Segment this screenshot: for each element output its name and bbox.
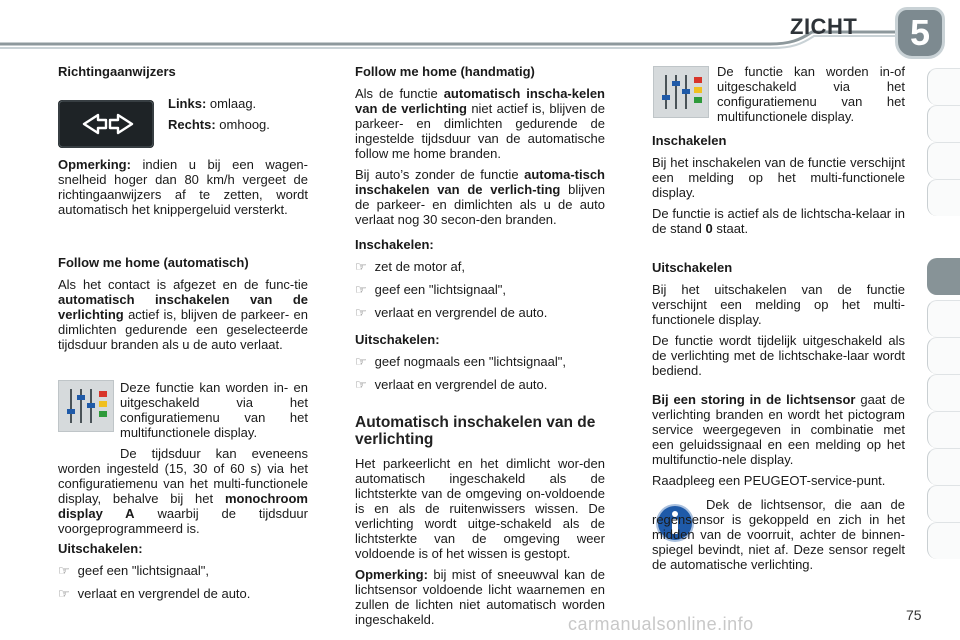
auto-note-label: Opmerking: — [355, 567, 428, 582]
auto-note-text: bij mist of sneeuwval kan de lichtsensor voldoende licht waarnemen en zullen de lichten niet automatisch worden ingeschakeld. — [355, 567, 605, 627]
config-menu-icon — [653, 66, 709, 118]
col3-menu-text — [717, 64, 905, 130]
column-3 — [652, 133, 905, 494]
col3-off-p2: De functie wordt tijdelijk uitgeschakeld als de verlichting met de lichtschake-laar wordt bediend. — [652, 333, 905, 378]
col1-off-section — [58, 541, 308, 609]
chapter-tab[interactable] — [927, 142, 960, 179]
section-title-auto-lights: Automatisch inschakelen van de verlichting — [355, 414, 596, 448]
chapter-title: ZICHT — [790, 14, 858, 39]
col3-on-p1: Bij het inschakelen van de functie verschijnt een melding op het multi-functionele display. — [652, 155, 905, 200]
manual-text-c: niet actief is, blijven de parkeer- en dimlichten gedurende de ingestelde tijdsduur van de automatische follow me home branden. — [355, 101, 605, 161]
info-box — [652, 497, 905, 578]
chapter-number-badge — [898, 10, 942, 56]
info-text: Dek de lichtsensor, die aan de regensensor is gekoppeld en zich in het midden van de voorruit, achter de binnen-spiegel bevindt, niet af. Deze sensor regelt de automatische verlichting. — [652, 497, 905, 572]
off-item: ☞ geef een "lichtsignaal", — [58, 563, 308, 578]
off-title: Uitschakelen: — [58, 541, 143, 556]
menu-text-2a: De tijdsduur kan eveneens worden ingesteld (15, 30 of 60 s) via het configuratiemenu van het multi-functionele display, behalve bij het — [58, 446, 308, 506]
chapter-tab[interactable] — [927, 374, 960, 411]
chapter-tab-active[interactable] — [927, 258, 960, 295]
on-item: ☞ zet de motor af, — [355, 259, 605, 274]
chapter-tab[interactable] — [927, 179, 960, 216]
manual-text-bold: automatisch inscha-kelen van de verlichting — [355, 86, 605, 116]
auto-text-c: actief is, blijven de parkeer- en dimlichten gedurende een geselecteerde tijdsduur branden als u de auto verlaat. — [58, 307, 308, 352]
chapter-tab[interactable] — [927, 105, 960, 142]
manual-text-2c: blijven de parkeer- en dimlichten als u de auto verlaat nog 30 secon-den branden. — [355, 182, 605, 227]
chapter-tab[interactable] — [927, 411, 960, 448]
indicator-note — [58, 157, 308, 223]
col3-on-p2b: 0 — [705, 221, 713, 236]
page-number: 75 — [906, 607, 922, 623]
off-item: ☞ verlaat en vergrendel de auto. — [58, 586, 308, 601]
menu-text-2b: monochroom display A — [58, 491, 308, 521]
menu-text-1: Deze functie kan worden in- en uitgeschakeld via het configuratiemenu van het multifunctionele display. — [120, 380, 308, 440]
manual-text-2b: automa-tisch inschakelen van de verlich-ting — [355, 167, 605, 197]
fault-text: gaat de verlichting branden en wordt het pictogram service weergegeven in combinatie met een geluidssignaal en een melding op het multifunctio-nele display. — [652, 392, 905, 467]
on-title: Inschakelen — [652, 133, 727, 148]
section-title-follow-manual: Follow me home (handmatig) — [355, 64, 535, 79]
note-text: indien u bij een wagen-snelheid hoger dan 80 km/h vergeet de richtingaanwijzers af te zetten, wordt automatisch het knippergeluid versterkt. — [58, 157, 308, 217]
chapter-tab[interactable] — [927, 68, 960, 105]
auto-text-a: Als het contact is afgezet en de func-tie — [58, 277, 308, 292]
column-1 — [58, 64, 308, 86]
config-menu-text — [58, 380, 308, 542]
service-ref: Raadpleeg een PEUGEOT-service-punt. — [652, 473, 886, 488]
chapter-number: 5 — [909, 12, 931, 53]
section-title-indicators: Richtingaanwijzers — [58, 64, 176, 79]
chapter-tab[interactable] — [927, 522, 960, 559]
on-title: Inschakelen: — [355, 237, 434, 252]
auto-text-bold: automatisch inschakelen van de verlichting — [58, 292, 308, 322]
follow-me-auto-section — [58, 255, 308, 358]
on-item: ☞ verlaat en vergrendel de auto. — [355, 305, 605, 320]
off-title: Uitschakelen — [652, 260, 733, 275]
left-label: Links: — [168, 96, 207, 111]
note-label: Opmerking: — [58, 157, 131, 172]
off-item: ☞ geef nogmaals een "lichtsignaal", — [355, 354, 605, 369]
chapter-tab[interactable] — [927, 448, 960, 485]
right-value: omhoog. — [215, 117, 270, 132]
menu-text-2c: waarbij de tijdsduur voorgeprogrammeerd is. — [58, 506, 308, 536]
col3-on-p2a: De functie is actief als de lichtscha-kelaar in de stand — [652, 206, 905, 236]
auto-lights-text: Het parkeerlicht en het dimlicht wor-den automatisch ingeschakeld als de lichtsterkte van de omgeving on-voldoende is en als de ruitenwissers wissen. De verlichting wordt uitge-schakeld als de lichtsterkte van de omgeving weer voldoende is of het wissen is gestopt. — [355, 456, 605, 561]
fault-bold: Bij een storing in de lichtsensor — [652, 392, 856, 407]
on-item: ☞ geef een "lichtsignaal", — [355, 282, 605, 297]
chapter-tab[interactable] — [927, 337, 960, 374]
chapter-tab[interactable] — [927, 300, 960, 337]
off-title: Uitschakelen: — [355, 332, 440, 347]
manual-text-a: Als de functie — [355, 86, 444, 101]
right-label: Rechts: — [168, 117, 216, 132]
col3-off-p1: Bij het uitschakelen van de functie verschijnt een melding op het multi-functionele display. — [652, 282, 905, 327]
column-2 — [355, 64, 605, 633]
off-item: ☞ verlaat en vergrendel de auto. — [355, 377, 605, 392]
col3-on-p2c: staat. — [712, 221, 749, 236]
manual-text-2a: Bij auto’s zonder de functie — [355, 167, 525, 182]
watermark: carmanualsonline.info — [568, 614, 754, 634]
turn-signal-arrows-icon — [58, 100, 154, 148]
chapter-tab[interactable] — [927, 485, 960, 522]
section-title-follow-auto: Follow me home (automatisch) — [58, 255, 249, 270]
left-value: omlaag. — [206, 96, 257, 111]
indicator-directions — [168, 96, 308, 138]
col3-menu-p: De functie kan worden in-of uitgeschakeld via het configuratiemenu van het multifunctionele display. — [717, 64, 905, 124]
